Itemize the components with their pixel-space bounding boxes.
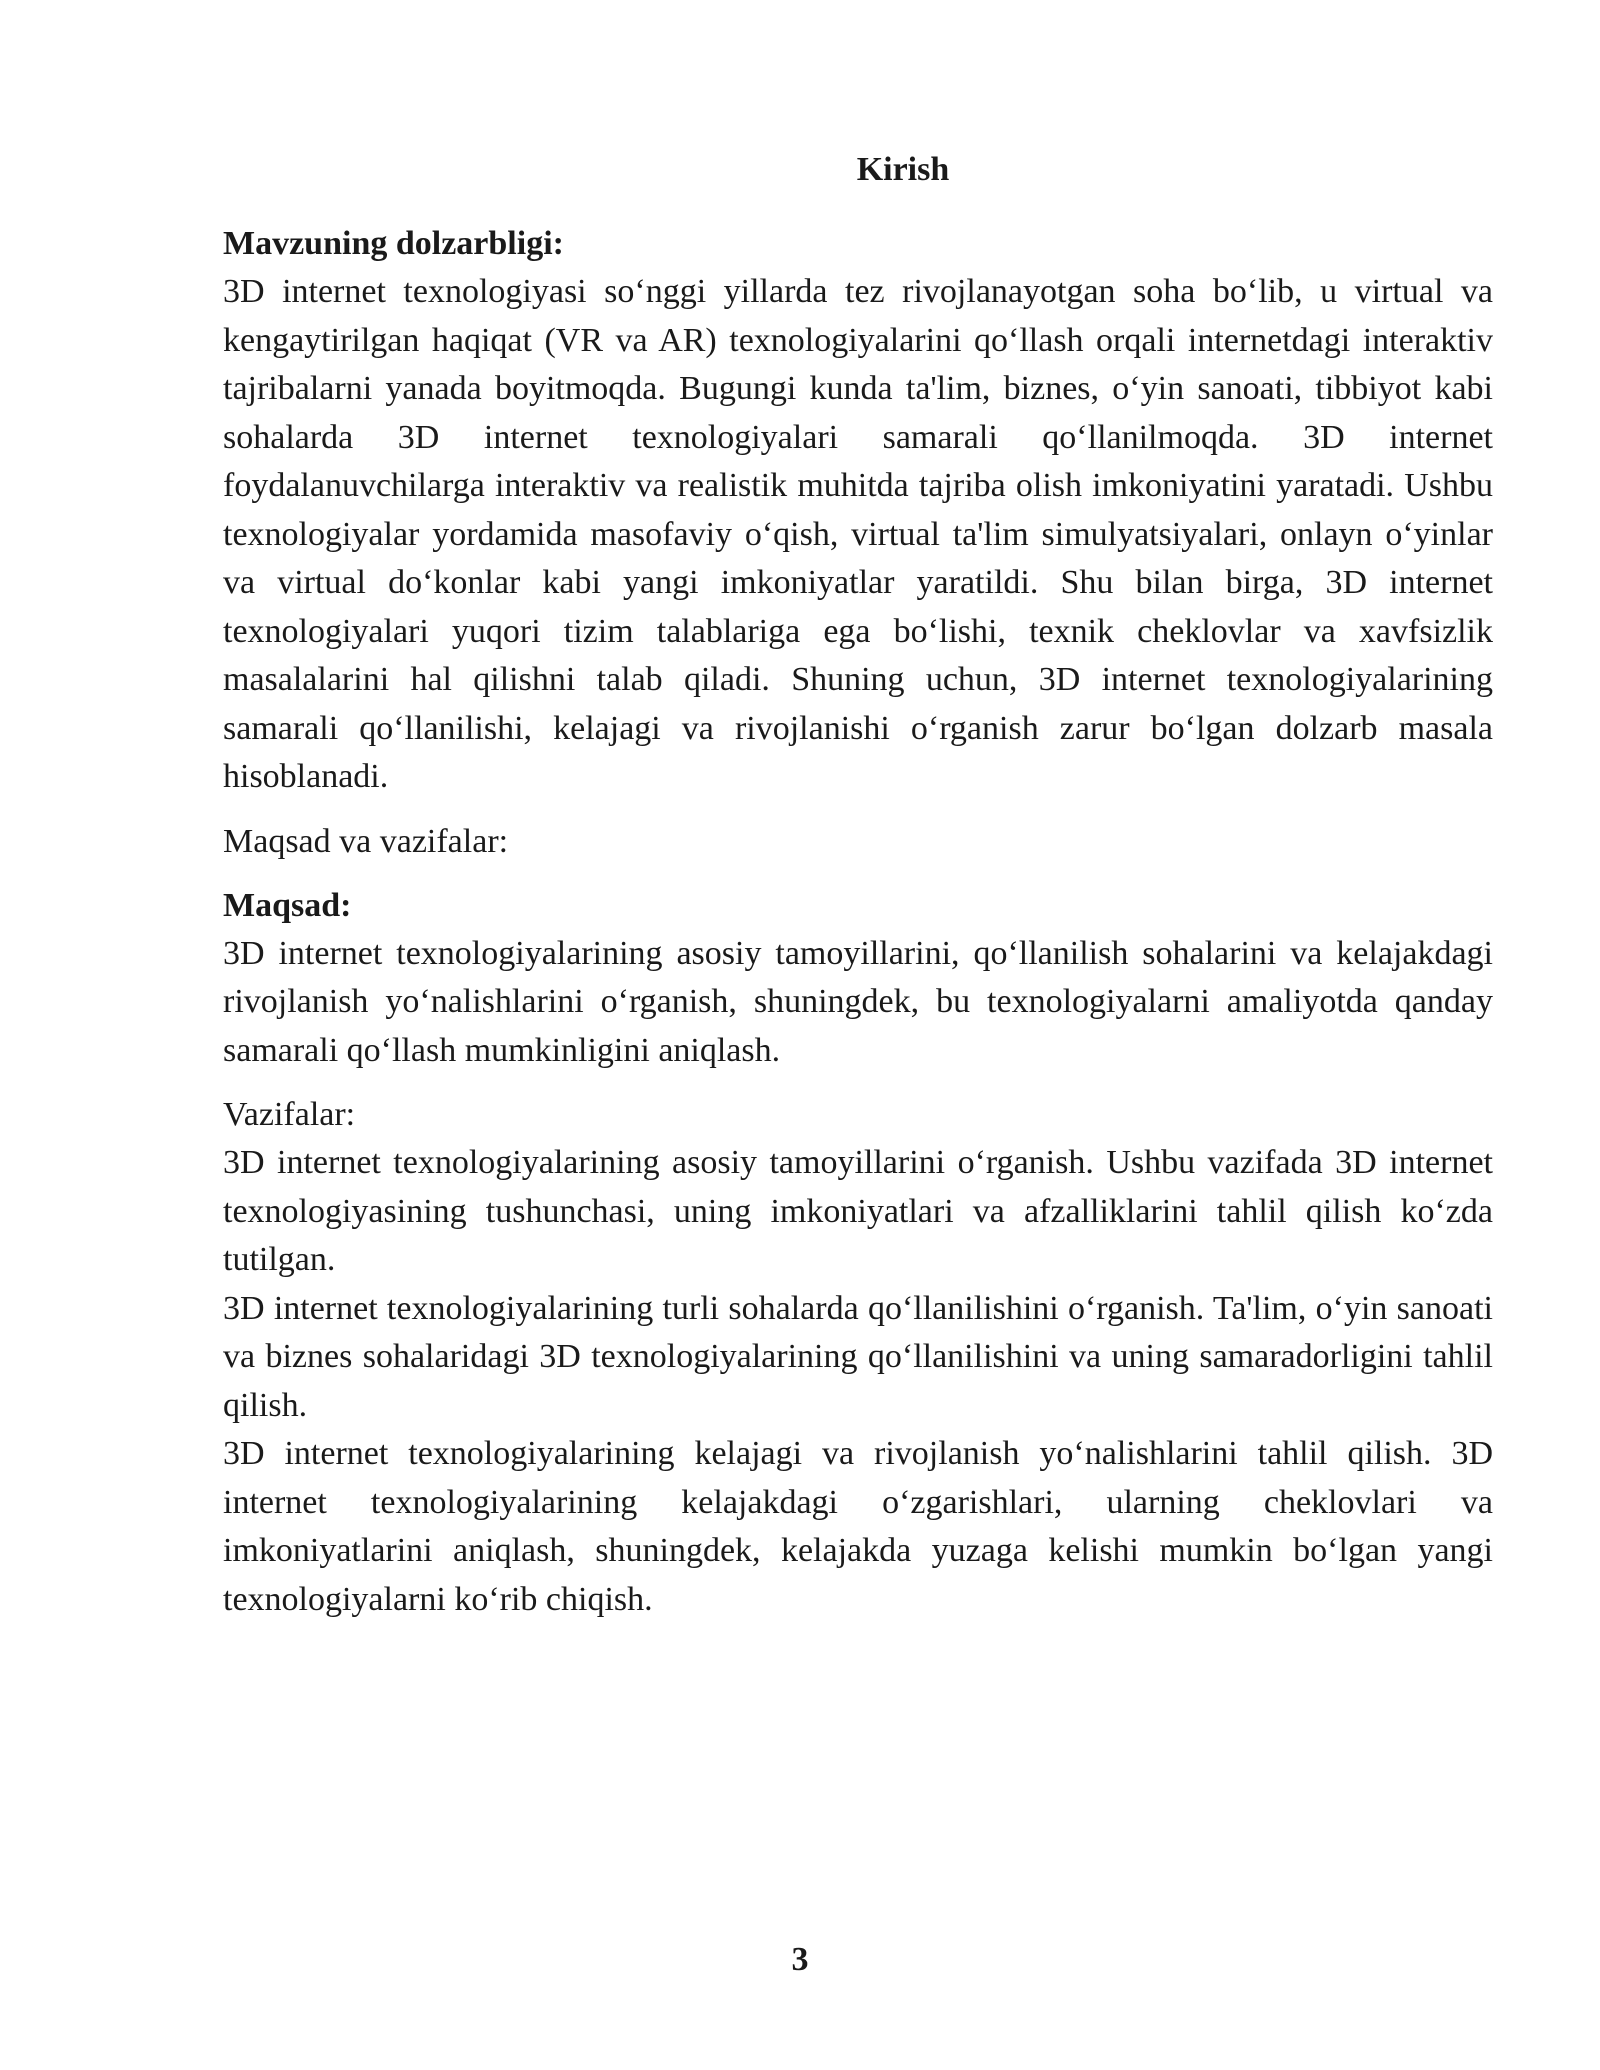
relevance-paragraph: 3D internet texnologiyasi so‘nggi yillarda tez rivojlanayotgan soha bo‘lib, u virtual va kengaytirilgan haqiqat (VR va AR) texnologiyalarini qo‘llash orqali internetdagi interaktiv tajribalarni yanada boyitmoqda. Bugungi kunda ta'lim, biznes, o‘yin sanoati, tibbiyot kabi sohalarda 3D internet texnologiyalari samarali qo‘llanilmoqda. 3D internet foydalanuvchilarga interaktiv va realistik muhitda tajriba olish imkoniyatini yaratadi. Ushbu texnologiyalar yordamida masofaviy o‘qish, virtual ta'lim simulyatsiyalari, onlayn o‘yinlar va virtual do‘konlar kabi yangi imkoniyatlar yaratildi. Shu bilan birga, 3D internet texnologiyalari yuqori tizim talablariga ega bo‘lishi, texnik cheklovlar va xavfsizlik masalalarini hal qilishni talab qiladi. Shuning uchun, 3D internet texnologiyalarining samarali qo‘llanilishi, kelajagi va rivojlanishi o‘rganish zarur bo‘lgan dolzarb masala hisoblanadi.: [223, 273, 1493, 795]
tasks-label: Vazifalar:: [223, 1096, 356, 1133]
goals-tasks-label: Maqsad va vazifalar:: [223, 822, 509, 860]
document-page: [223, 140, 1493, 1624]
relevance-heading: Mavzuning dolzarbligi:: [223, 225, 564, 262]
goal-heading: Maqsad:: [223, 886, 352, 924]
page-number: 3: [791, 1941, 809, 1978]
task-paragraph-3: 3D internet texnologiyalarining kelajagi va rivojlanish yo‘nalishlarini tahlil qilish. 3D internet texnologiyalarining kelajakdagi o‘zgarishlari, ularning cheklovlari va imkoniyatlarini aniqlash, shuningdek, kelajakda yuzaga kelishi mumkin bo‘lgan yangi texnologiyalarni ko‘rib chiqish.: [223, 1435, 1493, 1618]
task-paragraph-2: 3D internet texnologiyalarining turli sohalarda qo‘llanilishini o‘rganish. Ta'lim, o‘yin sanoati va biznes sohalaridagi 3D texnologiyalarining qo‘llanilishini va uning samaradorligini tahlil qilish.: [223, 1289, 1493, 1424]
goal-paragraph: 3D internet texnologiyalarining asosiy tamoyillarini, qo‘llanilish sohalarini va kelajakdagi rivojlanish yo‘nalishlarini o‘rganish, shuningdek, bu texnologiyalarni amaliyotda qanday samarali qo‘llash mumkinligini aniqlash.: [223, 934, 1493, 1069]
task-paragraph-1: 3D internet texnologiyalarining asosiy tamoyillarini o‘rganish. Ushbu vazifada 3D internet texnologiyasining tushunchasi, uning imkoniyatlari va afzalliklarini tahlil qilish ko‘zda tutilgan.: [223, 1144, 1493, 1278]
document-title: Kirish: [856, 151, 950, 188]
